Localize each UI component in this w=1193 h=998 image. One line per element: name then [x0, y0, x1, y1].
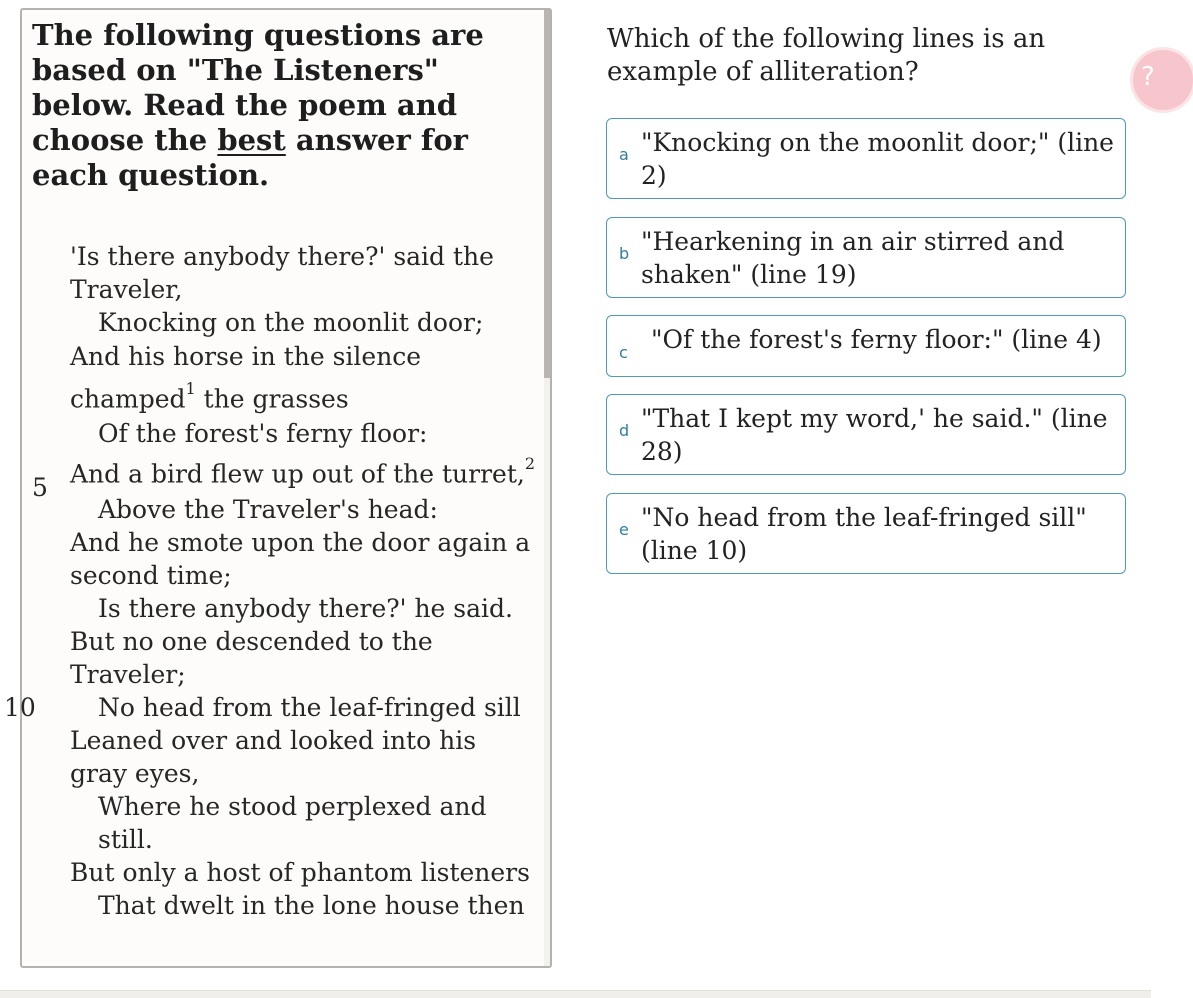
poem-line-14	[32, 889, 544, 922]
poem-line-11	[32, 724, 544, 790]
choice-letter: a	[619, 145, 629, 164]
poem-line-2	[32, 306, 544, 339]
footnote-marker-1[interactable]: 1	[185, 379, 196, 398]
instructions-emphasis: best	[217, 123, 286, 157]
poem-line-text: But no one descended to the Traveler;	[70, 626, 433, 689]
question-stem: Which of the following lines is an example of alliteration?	[607, 24, 1046, 87]
poem-line-6	[32, 493, 544, 526]
poem-line-text: And his horse in the silence champed	[70, 342, 422, 414]
passage-scrollbar-track[interactable]	[544, 10, 550, 966]
choice-b[interactable]	[606, 217, 1126, 298]
poem-line-3	[32, 339, 544, 417]
poem-line-4	[32, 417, 544, 450]
poem	[4, 240, 544, 922]
choice-e[interactable]	[606, 493, 1126, 574]
poem-line-8	[32, 592, 544, 625]
poem-line-9	[32, 625, 544, 691]
poem-line-text: Of the forest's ferny floor:	[98, 419, 428, 449]
poem-line-text: But only a host of phantom listeners	[70, 857, 530, 887]
passage-scrollbar-thumb[interactable]	[544, 10, 550, 378]
bottom-bar	[0, 990, 1151, 998]
line-number: 10	[4, 692, 36, 722]
choice-text: "Hearkening in an air stirred and shaken" (line 19)	[641, 227, 1065, 289]
choice-letter: d	[619, 421, 630, 440]
poem-line-text: Leaned over and looked into his gray eyes,	[70, 725, 477, 788]
choice-a[interactable]	[606, 118, 1126, 199]
poem-line-text: Is there anybody there?' he said.	[98, 593, 513, 623]
passage-panel[interactable]	[4, 8, 552, 968]
choice-text: "No head from the leaf-fringed sill" (line 10)	[641, 503, 1087, 565]
poem-line-12	[32, 790, 544, 856]
poem-line-1	[32, 240, 544, 306]
line-number: 5	[32, 473, 48, 503]
poem-line-text: 'Is there anybody there?' said the Traveler,	[70, 242, 494, 304]
choice-d[interactable]	[606, 394, 1126, 475]
poem-line-text: Above the Traveler's head:	[98, 494, 438, 524]
help-icon[interactable]	[1133, 50, 1193, 110]
poem-line-text: Knocking on the moonlit door;	[98, 308, 484, 337]
choice-letter: b	[619, 244, 630, 263]
choice-c[interactable]	[606, 315, 1126, 377]
instructions-text-start: The following questions are based on "The Listeners" below. Read the poem and choose the	[32, 18, 484, 157]
help-glyph: ?	[1141, 62, 1155, 92]
poem-line-text: No head from the leaf-fringed sill	[98, 692, 521, 722]
choice-text: "That I kept my word,' he said." (line 28)	[641, 404, 1108, 466]
poem-line-10	[4, 691, 544, 724]
choice-text: "Of the forest's ferny floor:" (line 4)	[651, 325, 1102, 354]
choice-letter: e	[619, 520, 629, 539]
choice-text: "Knocking on the moonlit door;" (line 2)	[641, 128, 1114, 190]
poem-line-text: That dwelt in the lone house then	[98, 890, 525, 920]
footnote-marker-2[interactable]: 2	[524, 454, 536, 474]
poem-line-13	[32, 856, 544, 889]
poem-line-text: Where he stood perplexed and still.	[98, 791, 487, 854]
poem-line-text: And a bird flew up out of the turret,	[70, 459, 525, 489]
passage-content	[4, 18, 544, 920]
instructions-text-end: answer for each question.	[32, 123, 468, 192]
choice-letter: c	[619, 343, 628, 362]
passage-instructions	[32, 18, 544, 193]
poem-line-text-cont: the grasses	[195, 384, 349, 414]
poem-line-5	[32, 450, 544, 503]
poem-line-7	[32, 526, 544, 592]
poem-line-text: And he smote upon the door again a second time;	[70, 527, 531, 590]
